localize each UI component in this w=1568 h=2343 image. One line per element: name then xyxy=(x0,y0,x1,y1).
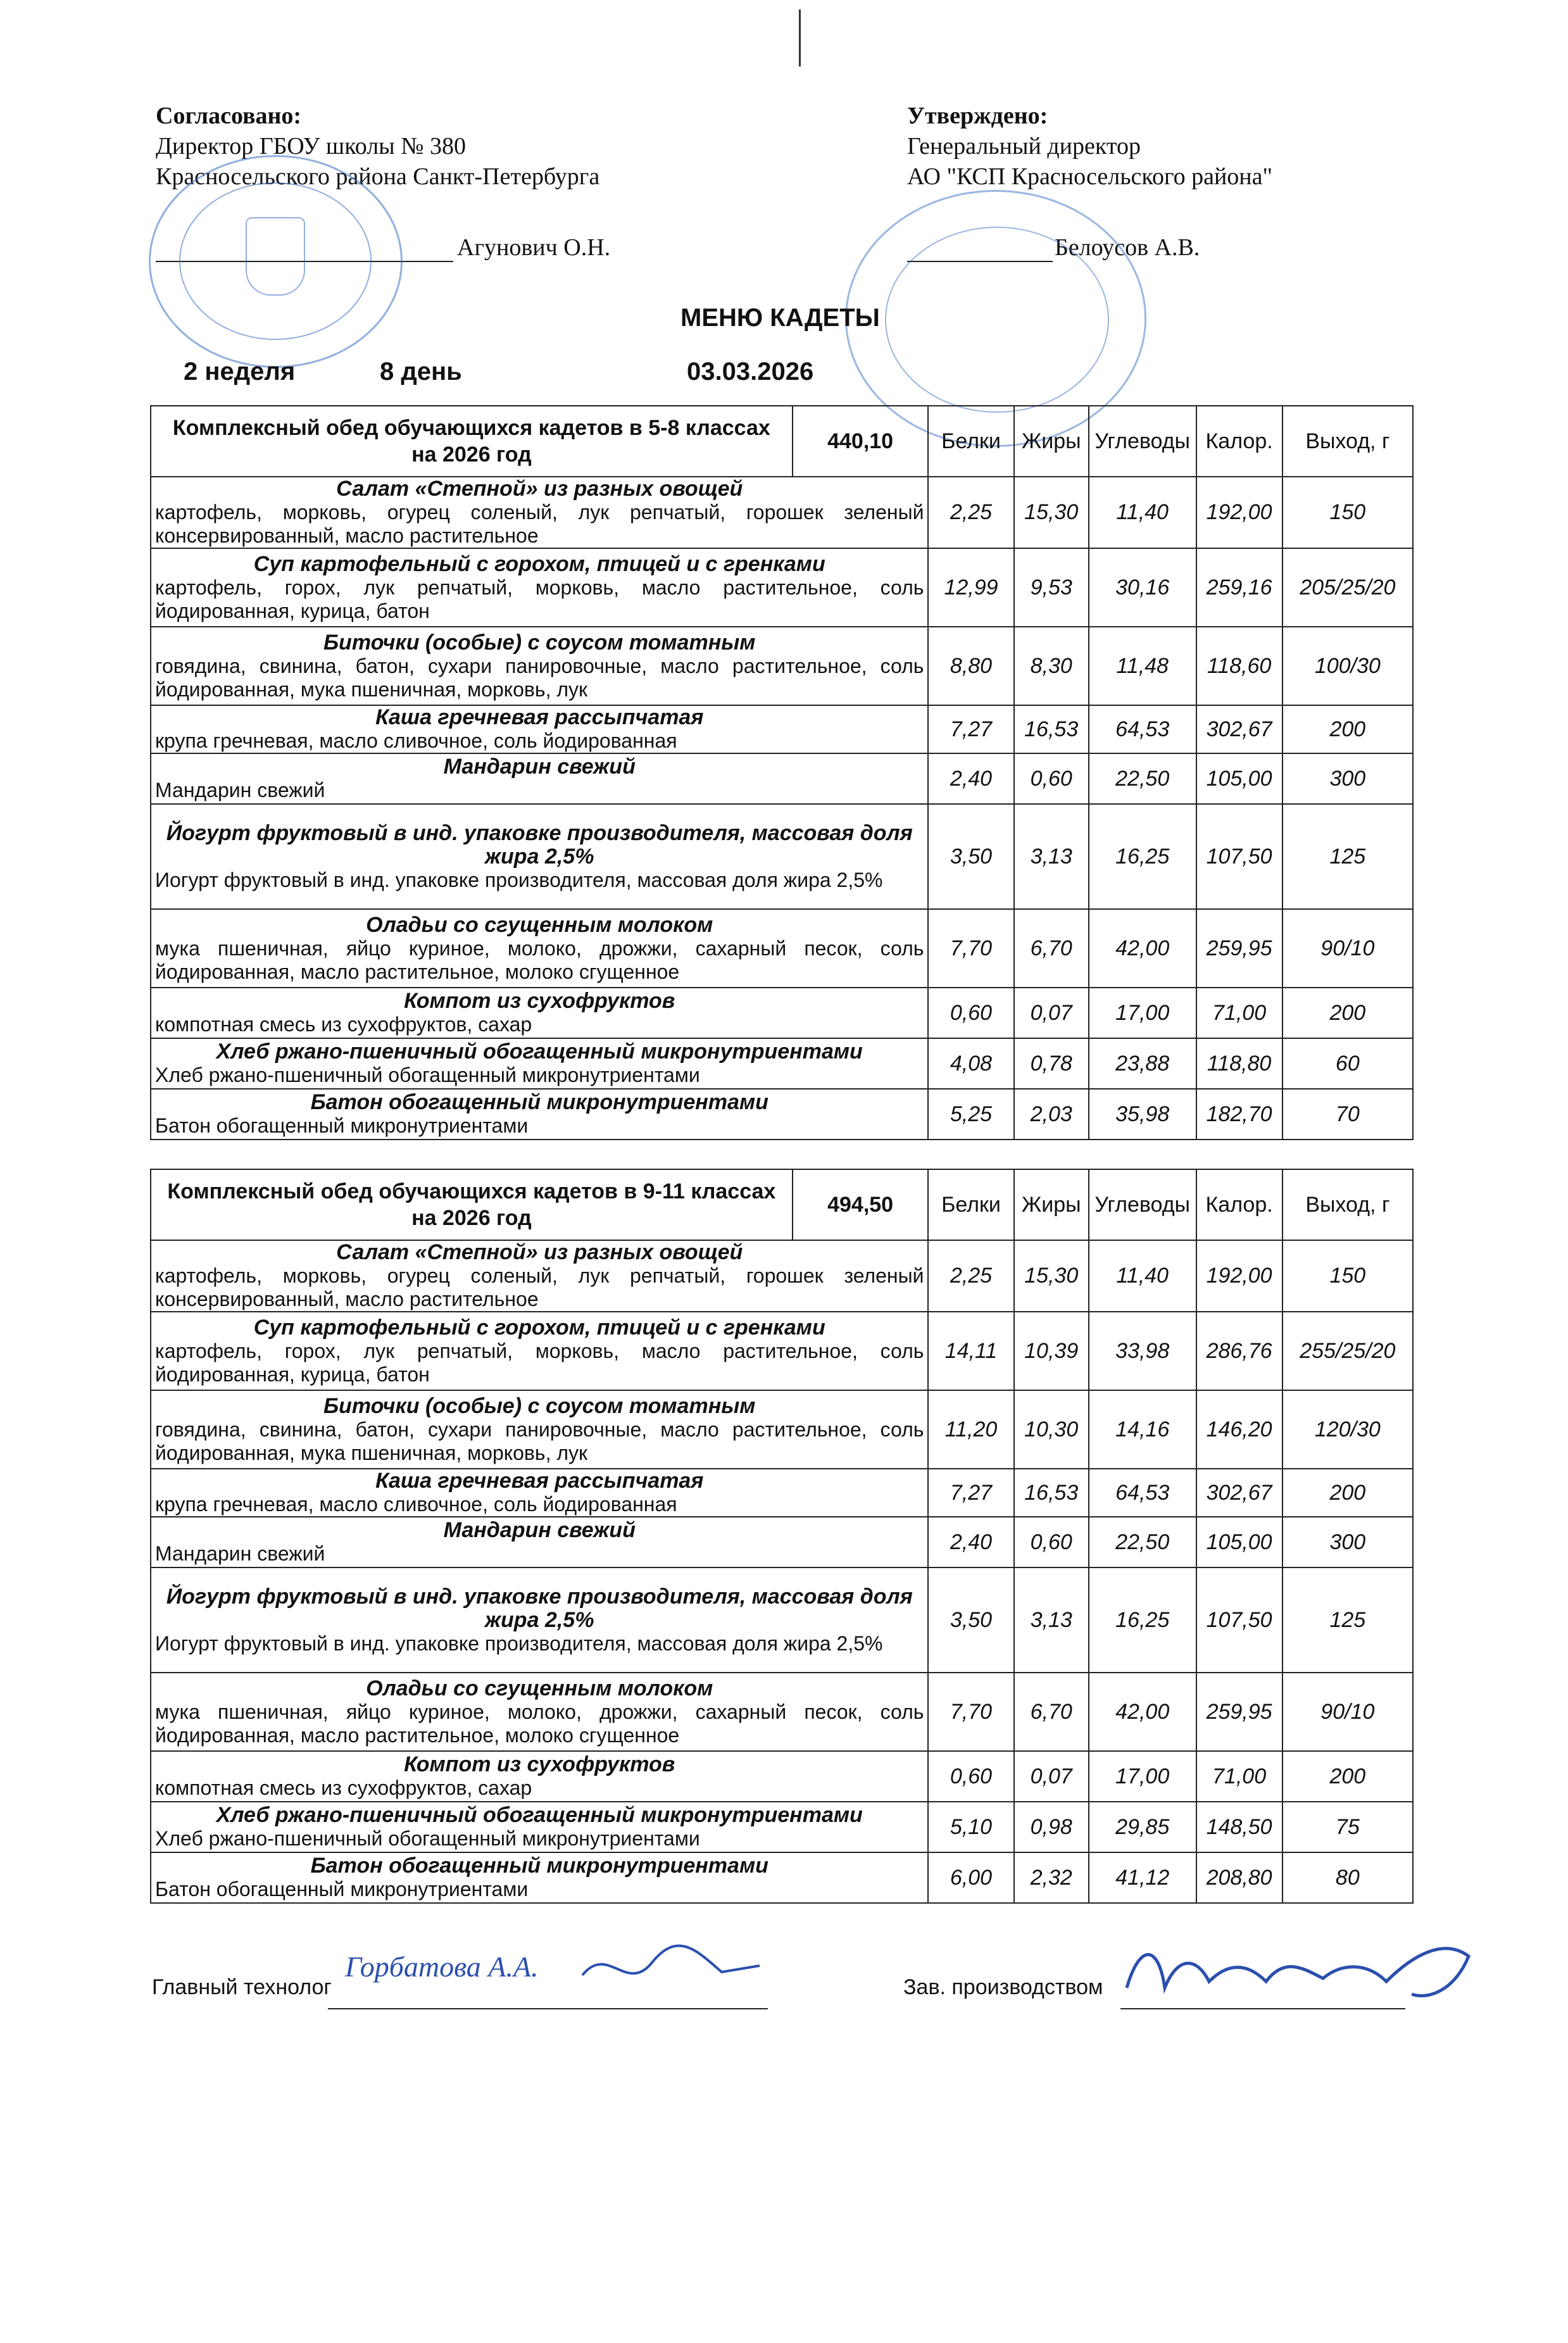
dish-ingredients: Мандарин свежий xyxy=(155,1542,325,1565)
cell-carbs: 23,88 xyxy=(1089,1038,1196,1089)
cell-carbs: 17,00 xyxy=(1089,988,1196,1038)
cell-kcal: 286,76 xyxy=(1196,1312,1283,1390)
dish-cell xyxy=(151,1312,928,1390)
table-row xyxy=(151,1038,1413,1089)
dish-name: Оладьи со сгущенным молоком xyxy=(366,1676,713,1700)
dish-ingredients: Иогурт фруктовый в инд. упаковке производителя, массовая доля жира 2,5% xyxy=(155,868,883,891)
school-stamp xyxy=(149,155,403,368)
cell-kcal: 107,50 xyxy=(1196,804,1283,909)
cell-carbs: 41,12 xyxy=(1089,1852,1196,1903)
table-row xyxy=(151,1852,1413,1903)
cell-carbs: 11,48 xyxy=(1089,627,1196,705)
table-row xyxy=(151,909,1413,988)
cell-carbs: 17,00 xyxy=(1089,1751,1196,1802)
cell-output: 255/25/20 xyxy=(1283,1312,1413,1390)
cell-kcal: 107,50 xyxy=(1196,1567,1283,1673)
table-row xyxy=(151,1240,1413,1312)
cell-output: 200 xyxy=(1283,1751,1413,1802)
cell-carbs: 22,50 xyxy=(1089,753,1196,804)
table-row xyxy=(151,753,1413,804)
dish-ingredients: картофель, горох, лук репчатый, морковь, масло растительное, соль йодированная, курица, батон xyxy=(155,575,924,622)
table-price: 494,50 xyxy=(793,1169,929,1240)
cell-kcal: 259,95 xyxy=(1196,909,1283,988)
technologist-label: Главный технолог xyxy=(152,1975,332,1999)
cell-fat: 0,78 xyxy=(1014,1038,1089,1089)
cell-carbs: 30,16 xyxy=(1089,548,1196,627)
dish-name: Суп картофельный с горохом, птицей и с гренками xyxy=(253,551,825,576)
cell-kcal: 259,95 xyxy=(1196,1673,1283,1751)
dish-name: Батон обогащенный микронутриентами xyxy=(310,1854,768,1878)
cell-protein: 11,20 xyxy=(928,1390,1013,1469)
agreed-line-1: Директор ГБОУ школы № 380 xyxy=(156,133,466,160)
cell-output: 75 xyxy=(1283,1802,1413,1852)
dish-ingredients: Иогурт фруктовый в инд. упаковке производителя, массовая доля жира 2,5% xyxy=(155,1631,883,1655)
dish-ingredients: мука пшеничная, яйцо куриное, молоко, дрожжи, сахарный песок, соль йодированная, масло растительное, молоко сгущенное xyxy=(155,1700,924,1747)
cell-kcal: 259,16 xyxy=(1196,548,1283,627)
dish-cell xyxy=(151,1673,928,1751)
cell-carbs: 64,53 xyxy=(1089,705,1196,753)
dish-cell xyxy=(151,1567,928,1673)
table-row xyxy=(151,1802,1413,1852)
cell-kcal: 192,00 xyxy=(1196,1240,1283,1312)
table-row xyxy=(151,627,1413,705)
dish-name: Биточки (особые) с соусом томатным xyxy=(323,630,756,655)
dish-cell xyxy=(151,627,928,705)
cell-protein: 5,25 xyxy=(928,1089,1013,1140)
cell-carbs: 29,85 xyxy=(1089,1802,1196,1852)
dish-cell xyxy=(151,1469,928,1517)
col-output: Выход, г xyxy=(1283,1169,1413,1240)
cell-kcal: 192,00 xyxy=(1196,477,1283,548)
cell-fat: 15,30 xyxy=(1014,477,1089,548)
dish-cell xyxy=(151,988,928,1038)
dish-name: Салат «Степной» из разных овощей xyxy=(336,477,743,501)
dish-cell xyxy=(151,1038,928,1089)
dish-ingredients: Хлеб ржано-пшеничный обогащенный микронутриентами xyxy=(155,1064,700,1086)
dish-name: Компот из сухофруктов xyxy=(404,1752,675,1776)
table-row xyxy=(151,988,1413,1038)
cell-carbs: 22,50 xyxy=(1089,1517,1196,1567)
table-row xyxy=(151,548,1413,627)
cell-fat: 8,30 xyxy=(1014,627,1089,705)
cell-output: 100/30 xyxy=(1283,627,1413,705)
cell-output: 60 xyxy=(1283,1038,1413,1089)
cell-carbs: 11,40 xyxy=(1089,1240,1196,1312)
approved-line-1: Генеральный директор xyxy=(907,133,1141,160)
dish-ingredients: говядина, свинина, батон, сухари панировочные, масло растительное, соль йодированная, мука пшеничная, морковь, лук xyxy=(155,1417,924,1464)
dish-cell xyxy=(151,1802,928,1852)
cell-kcal: 105,00 xyxy=(1196,753,1283,804)
cell-fat: 0,98 xyxy=(1014,1802,1089,1852)
cell-protein: 6,00 xyxy=(928,1852,1013,1903)
menu-table-9-11 xyxy=(150,1169,1414,1904)
cell-carbs: 42,00 xyxy=(1089,909,1196,988)
col-fat: Жиры xyxy=(1014,406,1089,477)
cell-fat: 3,13 xyxy=(1014,804,1089,909)
cell-kcal: 146,20 xyxy=(1196,1390,1283,1469)
dish-name: Хлеб ржано-пшеничный обогащенный микронутриентами xyxy=(216,1803,863,1827)
cell-protein: 12,99 xyxy=(928,548,1013,627)
cell-protein: 0,60 xyxy=(928,988,1013,1038)
agreed-line-2: Красносельского района Санкт-Петербурга xyxy=(156,163,600,190)
cell-kcal: 208,80 xyxy=(1196,1852,1283,1903)
dish-cell xyxy=(151,548,928,627)
dish-ingredients: крупа гречневая, масло сливочное, соль йодированная xyxy=(155,729,677,752)
col-output: Выход, г xyxy=(1283,406,1413,477)
cell-fat: 3,13 xyxy=(1014,1567,1089,1673)
cell-fat: 2,03 xyxy=(1014,1089,1089,1140)
cell-protein: 2,40 xyxy=(928,753,1013,804)
dish-cell xyxy=(151,1089,928,1140)
dish-name: Каша гречневая рассыпчатая xyxy=(375,1469,704,1493)
cell-output: 150 xyxy=(1283,1240,1413,1312)
dish-cell xyxy=(151,1390,928,1469)
dish-cell xyxy=(151,909,928,988)
cell-protein: 3,50 xyxy=(928,1567,1013,1673)
dish-name: Йогурт фруктовый в инд. упаковке производителя, массовая доля жира 2,5% xyxy=(166,1584,913,1632)
agreed-title: Согласовано: xyxy=(156,103,302,129)
cell-fat: 0,60 xyxy=(1014,1517,1089,1567)
table-header-row xyxy=(151,1169,1413,1240)
dish-ingredients: Мандарин свежий xyxy=(155,779,325,801)
cell-fat: 2,32 xyxy=(1014,1852,1089,1903)
agreed-signer: Агунович О.Н. xyxy=(457,234,611,261)
col-kcal: Калор. xyxy=(1196,1169,1283,1240)
cell-output: 150 xyxy=(1283,477,1413,548)
cell-fat: 6,70 xyxy=(1014,909,1089,988)
cell-output: 200 xyxy=(1283,705,1413,753)
cell-fat: 16,53 xyxy=(1014,1469,1089,1517)
dish-cell xyxy=(151,1751,928,1802)
cell-protein: 7,27 xyxy=(928,705,1013,753)
dish-ingredients: мука пшеничная, яйцо куриное, молоко, дрожжи, сахарный песок, соль йодированная, масло растительное, молоко сгущенное xyxy=(155,936,924,983)
cell-kcal: 71,00 xyxy=(1196,1751,1283,1802)
approved-signer: Белоусов А.В. xyxy=(1055,234,1200,261)
cell-fat: 0,07 xyxy=(1014,988,1089,1038)
technologist-signature-name: Горбатова А.А. xyxy=(345,1950,539,1983)
day-label: 8 день xyxy=(380,358,462,386)
cell-output: 200 xyxy=(1283,988,1413,1038)
cell-protein: 8,80 xyxy=(928,627,1013,705)
dish-cell xyxy=(151,705,928,753)
production-signature-icon xyxy=(1114,1918,1494,2013)
cell-kcal: 71,00 xyxy=(1196,988,1283,1038)
cell-output: 90/10 xyxy=(1283,909,1413,988)
cell-output: 125 xyxy=(1283,804,1413,909)
col-carbs: Углеводы xyxy=(1089,406,1196,477)
cell-protein: 4,08 xyxy=(928,1038,1013,1089)
dish-cell xyxy=(151,804,928,909)
cell-fat: 0,07 xyxy=(1014,1751,1089,1802)
technologist-signature-line xyxy=(328,2008,768,2009)
cell-carbs: 11,40 xyxy=(1089,477,1196,548)
production-label: Зав. производством xyxy=(903,1975,1103,1999)
table-row xyxy=(151,1089,1413,1140)
col-carbs: Углеводы xyxy=(1089,1169,1196,1240)
dish-name: Мандарин свежий xyxy=(443,1518,636,1542)
dish-ingredients: крупа гречневая, масло сливочное, соль йодированная xyxy=(155,1493,677,1516)
cell-carbs: 14,16 xyxy=(1089,1390,1196,1469)
cell-carbs: 33,98 xyxy=(1089,1312,1196,1390)
dish-cell xyxy=(151,753,928,804)
dish-cell xyxy=(151,1517,928,1567)
cell-protein: 2,25 xyxy=(928,1240,1013,1312)
cell-output: 205/25/20 xyxy=(1283,548,1413,627)
table-title: Комплексный обед обучающихся кадетов в 9-11 классах на 2026 год xyxy=(151,1169,793,1240)
dish-ingredients: компотная смесь из сухофруктов, сахар xyxy=(155,1776,532,1799)
dish-ingredients: Хлеб ржано-пшеничный обогащенный микронутриентами xyxy=(155,1827,700,1850)
dish-name: Мандарин свежий xyxy=(443,755,636,779)
dish-cell xyxy=(151,1852,928,1903)
menu-table-5-8 xyxy=(150,405,1414,1140)
table-row xyxy=(151,1390,1413,1469)
cell-protein: 3,50 xyxy=(928,804,1013,909)
dish-cell xyxy=(151,1240,928,1312)
dish-cell xyxy=(151,477,928,548)
dish-name: Компот из сухофруктов xyxy=(404,989,675,1013)
technologist-signature-icon xyxy=(570,1937,772,2001)
cell-fat: 15,30 xyxy=(1014,1240,1089,1312)
table-price: 440,10 xyxy=(793,406,929,477)
table-row xyxy=(151,1469,1413,1517)
table-row xyxy=(151,1751,1413,1802)
col-fat: Жиры xyxy=(1014,1169,1089,1240)
cell-fat: 16,53 xyxy=(1014,705,1089,753)
cell-carbs: 16,25 xyxy=(1089,804,1196,909)
cell-fat: 6,70 xyxy=(1014,1673,1089,1751)
table-row xyxy=(151,1673,1413,1751)
table-header-row xyxy=(151,406,1413,477)
cell-kcal: 148,50 xyxy=(1196,1802,1283,1852)
cell-output: 120/30 xyxy=(1283,1390,1413,1469)
cell-kcal: 182,70 xyxy=(1196,1089,1283,1140)
cell-fat: 9,53 xyxy=(1014,548,1089,627)
cell-output: 70 xyxy=(1283,1089,1413,1140)
dish-name: Йогурт фруктовый в инд. упаковке производителя, массовая доля жира 2,5% xyxy=(166,820,913,869)
cell-carbs: 35,98 xyxy=(1089,1089,1196,1140)
dish-name: Оладьи со сгущенным молоком xyxy=(366,912,713,937)
cell-output: 300 xyxy=(1283,753,1413,804)
table-row xyxy=(151,1517,1413,1567)
col-protein: Белки xyxy=(928,406,1013,477)
cell-output: 125 xyxy=(1283,1567,1413,1673)
table-row xyxy=(151,705,1413,753)
col-kcal: Калор. xyxy=(1196,406,1283,477)
dish-name: Хлеб ржано-пшеничный обогащенный микронутриентами xyxy=(216,1040,863,1064)
dish-ingredients: картофель, горох, лук репчатый, морковь, масло растительное, соль йодированная, курица, батон xyxy=(155,1339,924,1386)
cell-fat: 0,60 xyxy=(1014,753,1089,804)
cell-kcal: 302,67 xyxy=(1196,1469,1283,1517)
dish-ingredients: картофель, морковь, огурец соленый, лук репчатый, горошек зеленый консервированный, масло растительное xyxy=(155,501,924,547)
cell-protein: 2,25 xyxy=(928,477,1013,548)
cell-protein: 14,11 xyxy=(928,1312,1013,1390)
fold-mark xyxy=(799,9,801,66)
dish-name: Каша гречневая рассыпчатая xyxy=(375,705,704,729)
cell-protein: 2,40 xyxy=(928,1517,1013,1567)
dish-ingredients: Батон обогащенный микронутриентами xyxy=(155,1878,529,1900)
table-row xyxy=(151,1567,1413,1673)
week-label: 2 неделя xyxy=(184,358,296,386)
approved-title: Утверждено: xyxy=(907,103,1048,129)
dish-ingredients: говядина, свинина, батон, сухари панировочные, масло растительное, соль йодированная, мука пшеничная, морковь, лук xyxy=(155,654,924,701)
table-title: Комплексный обед обучающихся кадетов в 5-8 классах на 2026 год xyxy=(151,406,793,477)
table-row xyxy=(151,804,1413,909)
cell-kcal: 118,60 xyxy=(1196,627,1283,705)
cell-protein: 7,27 xyxy=(928,1469,1013,1517)
cell-protein: 7,70 xyxy=(928,909,1013,988)
cell-carbs: 64,53 xyxy=(1089,1469,1196,1517)
dish-name: Биточки (особые) с соусом томатным xyxy=(323,1393,756,1418)
date-label: 03.03.2026 xyxy=(687,358,814,386)
dish-ingredients: компотная смесь из сухофруктов, сахар xyxy=(155,1013,532,1036)
col-protein: Белки xyxy=(928,1169,1013,1240)
cell-fat: 10,39 xyxy=(1014,1312,1089,1390)
dish-name: Батон обогащенный микронутриентами xyxy=(310,1090,768,1114)
cell-output: 80 xyxy=(1283,1852,1413,1903)
approved-line-2: АО "КСП Красносельского района" xyxy=(907,163,1272,190)
cell-protein: 5,10 xyxy=(928,1802,1013,1852)
cell-output: 200 xyxy=(1283,1469,1413,1517)
cell-kcal: 302,67 xyxy=(1196,705,1283,753)
dish-ingredients: Батон обогащенный микронутриентами xyxy=(155,1114,529,1137)
cell-fat: 10,30 xyxy=(1014,1390,1089,1469)
cell-output: 90/10 xyxy=(1283,1673,1413,1751)
dish-ingredients: картофель, морковь, огурец соленый, лук репчатый, горошек зеленый консервированный, масло растительное xyxy=(155,1264,924,1310)
dish-name: Салат «Степной» из разных овощей xyxy=(336,1240,743,1264)
cell-output: 300 xyxy=(1283,1517,1413,1567)
cell-kcal: 105,00 xyxy=(1196,1517,1283,1567)
cell-protein: 7,70 xyxy=(928,1673,1013,1751)
table-row xyxy=(151,1312,1413,1390)
menu-title: МЕНЮ КАДЕТЫ xyxy=(681,304,880,332)
cell-kcal: 118,80 xyxy=(1196,1038,1283,1089)
dish-name: Суп картофельный с горохом, птицей и с гренками xyxy=(253,1315,825,1340)
cell-carbs: 42,00 xyxy=(1089,1673,1196,1751)
cell-protein: 0,60 xyxy=(928,1751,1013,1802)
table-row xyxy=(151,477,1413,548)
cell-carbs: 16,25 xyxy=(1089,1567,1196,1673)
